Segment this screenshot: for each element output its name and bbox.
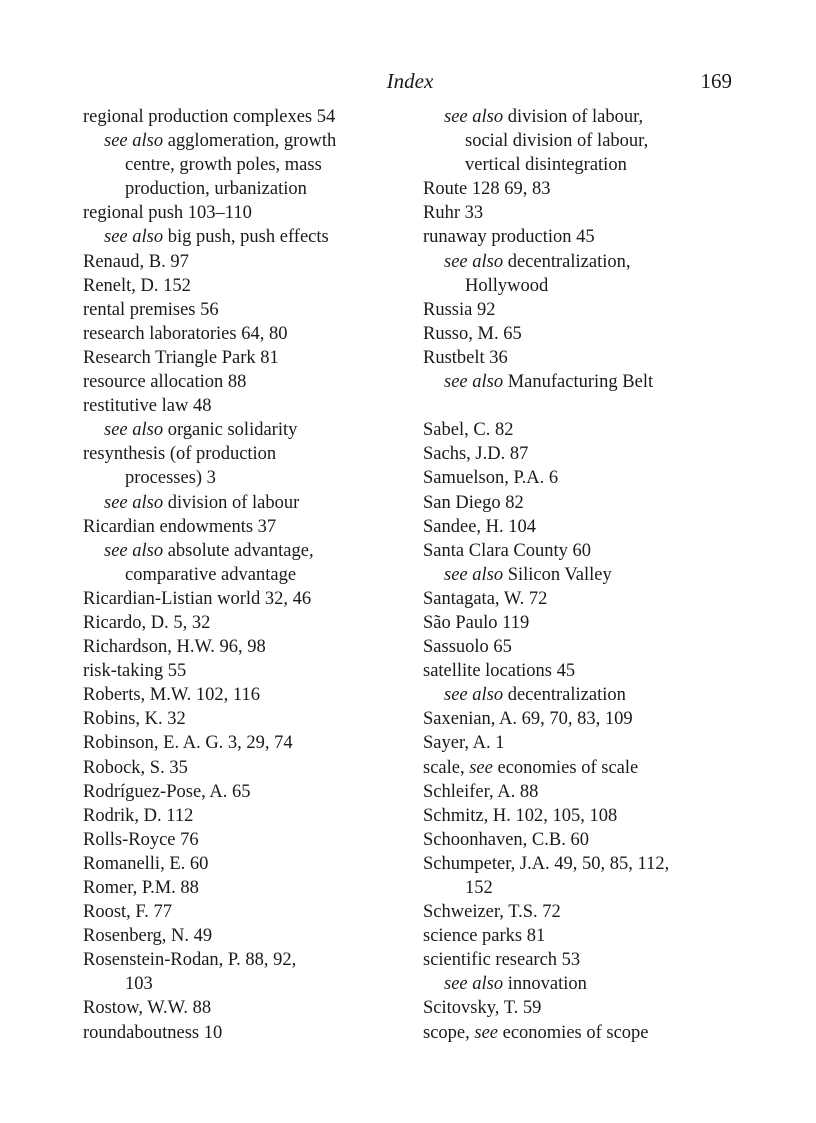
cross-reference-label: see also [444, 564, 504, 585]
index-entry [423, 298, 753, 322]
index-entry-text: Richardson, H.W. 96, 98 [83, 637, 266, 658]
index-entry [83, 683, 413, 707]
index-entry-text: Ricardian endowments 37 [83, 516, 277, 537]
index-entry-text: satellite locations 45 [423, 661, 576, 682]
index-entry-text: restitutive law 48 [83, 396, 212, 417]
index-entry [83, 996, 413, 1020]
index-entry [423, 442, 753, 466]
index-entry [83, 322, 413, 346]
index-entry-text: resource allocation 88 [83, 372, 247, 393]
index-entry [423, 1021, 753, 1045]
index-column-left [83, 105, 413, 1045]
index-entry-text: Roost, F. 77 [83, 902, 172, 923]
index-entry-text: San Diego 82 [423, 492, 524, 513]
index-entry-text: resynthesis (of production [83, 444, 277, 465]
index-entry [83, 948, 413, 972]
cross-reference-label: see [474, 1022, 498, 1043]
cross-reference-label: see also [444, 685, 504, 706]
index-entry [423, 900, 753, 924]
index-entry-text: Research Triangle Park 81 [83, 347, 279, 368]
index-entry-text: Samuelson, P.A. 6 [423, 468, 559, 489]
cross-reference-label: see also [444, 251, 504, 272]
index-entry-text: Rosenstein-Rodan, P. 88, 92, [83, 950, 297, 971]
index-entry [423, 804, 753, 828]
index-subentry [83, 418, 413, 442]
index-entry [83, 515, 413, 539]
index-entry-text: production, urbanization [125, 179, 307, 200]
index-entry [423, 659, 753, 683]
index-entry [83, 201, 413, 225]
index-entry-text: science parks 81 [423, 926, 546, 947]
index-entry [423, 177, 753, 201]
index-entry-text: 152 [465, 878, 493, 898]
index-entry-text: Hollywood [465, 275, 549, 296]
index-entry-text: Rodrik, D. 112 [83, 805, 194, 826]
index-entry-text: risk-taking 55 [83, 661, 187, 682]
index-entry [423, 948, 753, 972]
index-entry [423, 996, 753, 1020]
index-entry [83, 1021, 413, 1045]
index-entry-text: division of labour [163, 492, 300, 513]
index-entry [83, 852, 413, 876]
index-entry [423, 611, 753, 635]
index-subentry [423, 370, 753, 394]
index-entry-text: centre, growth poles, mass [125, 155, 322, 176]
index-entry-text: Sandee, H. 104 [423, 516, 537, 537]
index-entry-text: Rodríguez-Pose, A. 65 [83, 781, 251, 802]
index-entry-text: Roberts, M.W. 102, 116 [83, 685, 260, 706]
index-entry-text: Rosenberg, N. 49 [83, 926, 213, 947]
index-entry [83, 707, 413, 731]
index-column-right [423, 105, 753, 1045]
index-entry [83, 756, 413, 780]
index-entry-text: decentralization [503, 685, 626, 706]
index-entry-text: Russia 92 [423, 299, 496, 320]
index-entry-text: Russo, M. 65 [423, 323, 522, 344]
index-entry-text: Schleifer, A. 88 [423, 781, 539, 802]
index-entry [83, 635, 413, 659]
index-entry [83, 346, 413, 370]
index-entry [83, 924, 413, 948]
index-entry [423, 418, 753, 442]
index-subentry [83, 177, 413, 201]
index-subentry [83, 539, 413, 563]
index-entry-text: Silicon Valley [503, 564, 612, 585]
index-entry [423, 828, 753, 852]
index-entry-text: Renelt, D. 152 [83, 275, 191, 296]
index-entry [423, 466, 753, 490]
index-entry [83, 442, 413, 466]
index-entry-text: Sabel, C. 82 [423, 420, 514, 441]
index-entry-head: scale, [423, 757, 470, 778]
index-entry-text: organic solidarity [163, 420, 298, 441]
cross-reference-label: see also [444, 372, 504, 393]
index-entry-text: decentralization, [503, 251, 631, 272]
cross-reference-label: see also [104, 540, 164, 561]
index-entry-text: Schweizer, T.S. 72 [423, 902, 561, 923]
index-entry-text: innovation [503, 974, 587, 995]
page-header [0, 66, 816, 96]
cross-reference-label: see also [104, 492, 164, 513]
index-subentry [423, 274, 753, 298]
cross-reference-label: see also [104, 420, 164, 441]
index-entry [423, 491, 753, 515]
index-entry [83, 828, 413, 852]
index-entry-text: Manufacturing Belt [503, 372, 654, 393]
index-subentry [83, 563, 413, 587]
index-subentry [83, 153, 413, 177]
index-entry [423, 322, 753, 346]
index-entry-text: economies of scale [492, 757, 639, 778]
index-entry-text: runaway production 45 [423, 227, 595, 248]
index-entry [83, 611, 413, 635]
cross-reference-label: see also [104, 227, 164, 248]
index-entry-text: regional production complexes 54 [83, 107, 336, 127]
index-entry-text: social division of labour, [465, 131, 649, 152]
index-subentry [83, 972, 413, 996]
index-entry [83, 298, 413, 322]
index-entry [423, 780, 753, 804]
index-subentry [423, 129, 753, 153]
index-entry [83, 804, 413, 828]
cross-reference-label: see also [444, 107, 504, 127]
index-section-gap [423, 394, 753, 418]
index-entry [423, 346, 753, 370]
index-entry-text: Ruhr 33 [423, 203, 484, 224]
index-entry-text: Schoonhaven, C.B. 60 [423, 829, 589, 850]
index-entry-text: roundaboutness 10 [83, 1022, 223, 1043]
index-entry-text: Ricardian-Listian world 32, 46 [83, 588, 312, 609]
index-entry-text: Ricardo, D. 5, 32 [83, 612, 211, 633]
index-entry-text: 103 [125, 974, 153, 995]
index-entry [423, 635, 753, 659]
index-entry [83, 250, 413, 274]
index-entry-text: Romanelli, E. 60 [83, 853, 209, 874]
index-subentry [423, 683, 753, 707]
index-entry-text: regional push 103–110 [83, 203, 252, 224]
index-entry-text: agglomeration, growth [163, 131, 337, 152]
index-entry [423, 731, 753, 755]
index-entry [83, 731, 413, 755]
index-entry-text: economies of scope [498, 1022, 649, 1043]
index-entry-text: Romer, P.M. 88 [83, 878, 199, 898]
index-entry-text: São Paulo 119 [423, 612, 530, 633]
index-entry [423, 924, 753, 948]
index-entry-text: big push, push effects [163, 227, 329, 248]
index-entry-text: Robinson, E. A. G. 3, 29, 74 [83, 733, 293, 754]
index-entry-text: rental premises 56 [83, 299, 219, 320]
index-entry-text: absolute advantage, [163, 540, 314, 561]
index-entry-text: Rolls-Royce 76 [83, 829, 199, 850]
index-entry-text: Rostow, W.W. 88 [83, 998, 212, 1019]
index-entry-text: Sachs, J.D. 87 [423, 444, 529, 465]
index-entry-text: Schmitz, H. 102, 105, 108 [423, 805, 618, 826]
page-number: 169 [700, 69, 732, 93]
index-entry [83, 876, 413, 900]
index-entry-text: Saxenian, A. 69, 70, 83, 109 [423, 709, 633, 730]
index-subentry [423, 876, 753, 900]
index-entry [423, 852, 753, 876]
index-entry [83, 394, 413, 418]
cross-reference-label: see also [104, 131, 164, 152]
index-entry [83, 105, 413, 129]
index-entry-text: Sassuolo 65 [423, 637, 512, 658]
index-subentry [423, 105, 753, 129]
index-entry [83, 370, 413, 394]
index-entry [423, 756, 753, 780]
index-subentry [423, 972, 753, 996]
index-entry [423, 225, 753, 249]
index-subentry [83, 466, 413, 490]
index-entry-head: scope, [423, 1022, 475, 1043]
index-entry-text: Rustbelt 36 [423, 347, 508, 368]
index-entry [423, 515, 753, 539]
cross-reference-label: see [469, 757, 493, 778]
index-subentry [423, 250, 753, 274]
index-entry [83, 587, 413, 611]
index-entry-text: Renaud, B. 97 [83, 251, 189, 272]
index-entry [83, 780, 413, 804]
index-subentry [83, 225, 413, 249]
index-subentry [83, 491, 413, 515]
index-entry [83, 274, 413, 298]
index-entry-text: comparative advantage [125, 564, 297, 585]
index-entry-text: vertical disintegration [465, 155, 627, 176]
index-entry-text: Schumpeter, J.A. 49, 50, 85, 112, [423, 853, 670, 874]
index-entry-text: Santagata, W. 72 [423, 588, 548, 609]
index-entry-text: division of labour, [503, 107, 644, 127]
index-entry [423, 587, 753, 611]
index-entry-text: scientific research 53 [423, 950, 581, 971]
index-entry-text: Sayer, A. 1 [423, 733, 505, 754]
index-entry-text: research laboratories 64, 80 [83, 323, 288, 344]
index-subentry [83, 129, 413, 153]
running-title: Index [386, 69, 434, 93]
index-entry-text: processes) 3 [125, 468, 216, 489]
index-entry [423, 707, 753, 731]
index-entry [83, 659, 413, 683]
index-entry [423, 539, 753, 563]
index-subentry [423, 153, 753, 177]
index-entry [83, 900, 413, 924]
index-entry-text: Santa Clara County 60 [423, 540, 592, 561]
index-entry-text: Robock, S. 35 [83, 757, 188, 778]
index-entry-text: Scitovsky, T. 59 [423, 998, 542, 1019]
index-entry [423, 201, 753, 225]
index-entry-text: Route 128 69, 83 [423, 179, 551, 200]
cross-reference-label: see also [444, 974, 504, 995]
index-subentry [423, 563, 753, 587]
index-entry-text: Robins, K. 32 [83, 709, 186, 730]
